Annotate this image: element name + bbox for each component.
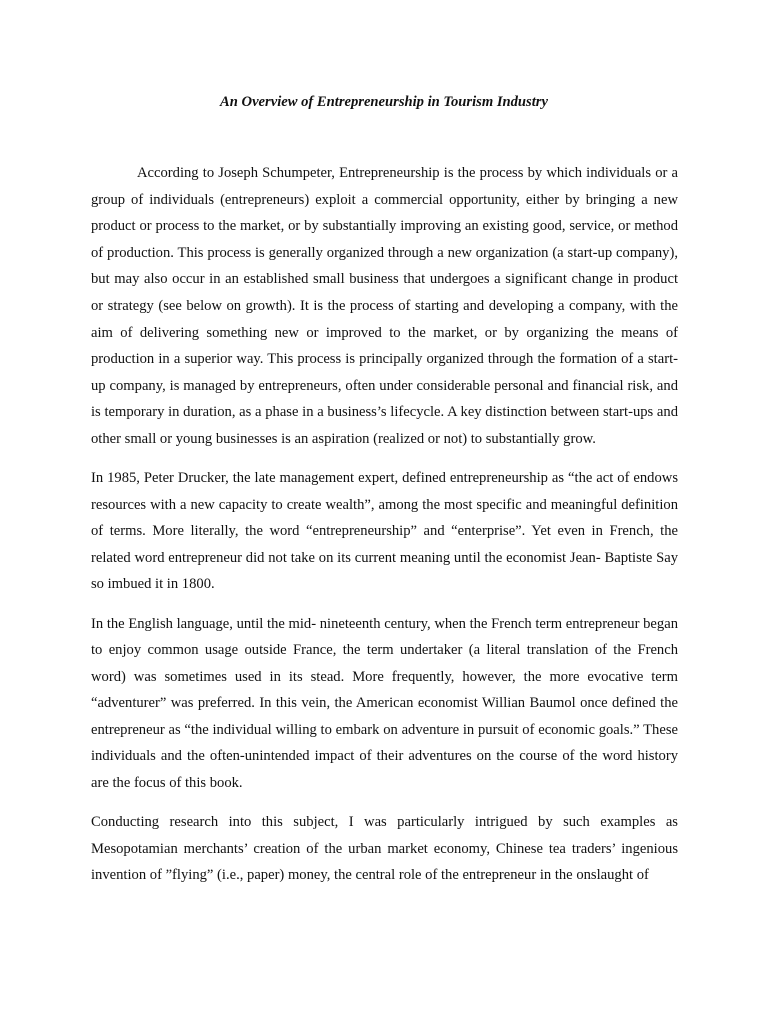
document-title: An Overview of Entrepreneurship in Tourism Industry [220, 94, 548, 110]
document-body [91, 160, 678, 901]
paragraph-english-language: In the English language, until the mid- nineteenth century, when the French term entrepreneur began to enjoy common usage outside France, the term undertaker (a literal translation of the French word) was sometimes used in its stead. More frequently, however, the more evocative term “adventurer” was preferred. In this vein, the American economist Willian Baumol once defined the entrepreneur as “the individual willing to embark on adventure in pursuit of economic goals.” These individuals and the often-unintended impact of their adventures on the course of the word history are the focus of this book. [91, 615, 678, 792]
paragraph-schumpeter: According to Joseph Schumpeter, Entrepreneurship is the process by which individuals or a group of individuals (entrepreneurs) exploit a commercial opportunity, either by bringing a new product or process to the market, or by substantially improving an existing good, service, or method of production. This process is generally organized through a new organization (a start-up company), but may also occur in an established small business that undergoes a significant change in product or strategy (see below on growth). It is the process of starting and developing a company, with the aim of delivering something new or improved to the market, or by organizing the means of production in a superior way. This process is principally organized through the formation of a start-up company, is managed by entrepreneurs, often under considerable personal and financial risk, and is temporary in duration, as a phase in a business’s lifecycle. A key distinction between start-ups and other small or young businesses is an aspiration (realized or not) to substantially grow. [91, 165, 678, 447]
paragraph-conducting-research: Conducting research into this subject, I was particularly intrigued by such examples as Mesopotamian merchants’ creation of the urban market economy, Chinese tea traders’ ingenious invention of ”flying” (i.e., paper) money, the central role of the entrepreneur in the onslaught of [91, 814, 678, 884]
paragraph-drucker: In 1985, Peter Drucker, the late management expert, defined entrepreneurship as “the act of endows resources with a new capacity to create wealth”, among the most specific and meaningful definition of terms. More literally, the word “entrepreneurship” and “enterprise”. Yet even in French, the related word entrepreneur did not take on its current meaning until the economist Jean- Baptiste Say so imbued it in 1800. [91, 470, 678, 593]
